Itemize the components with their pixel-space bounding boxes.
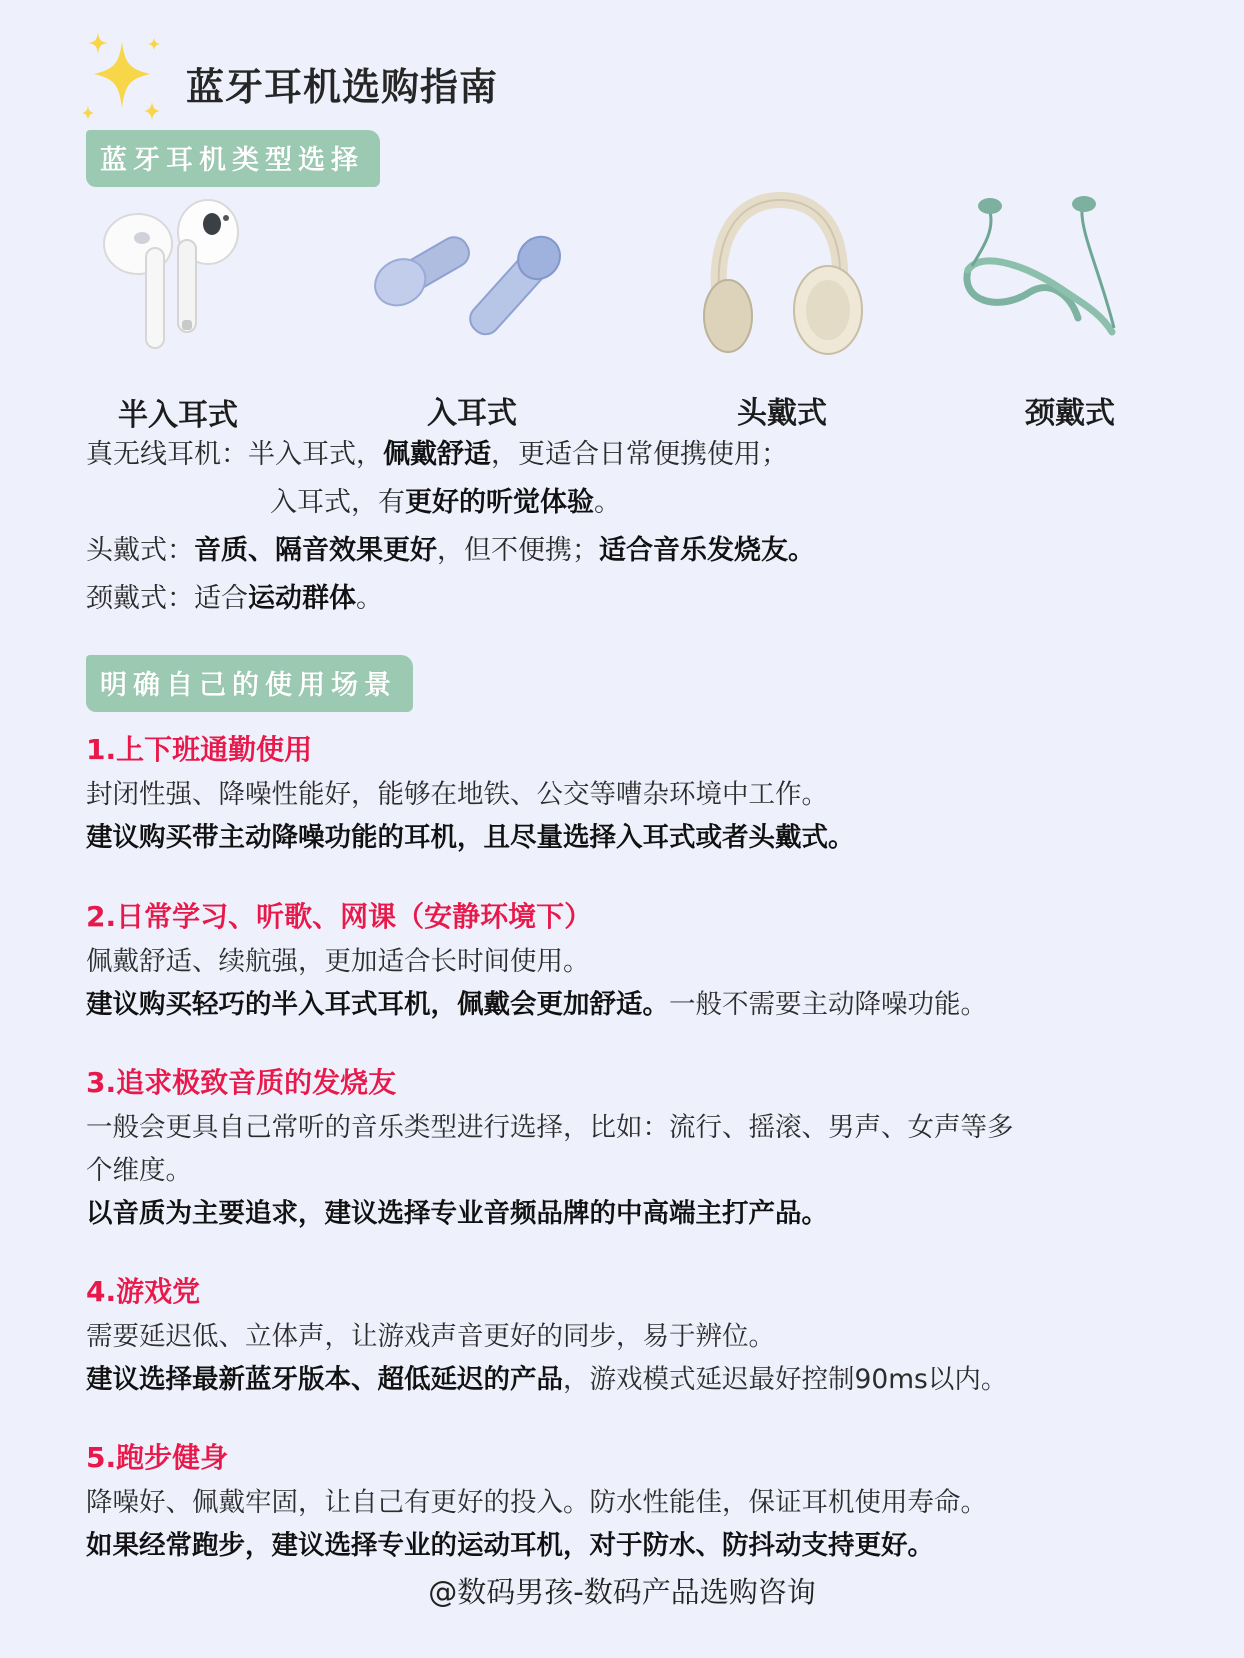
type-desc-neckband (86, 576, 383, 615)
section-tag-types: 蓝牙耳机类型选择 (86, 130, 380, 187)
type-desc-in-ear (270, 480, 621, 519)
scenario-desc: 佩戴舒适、续航强，更加适合长时间使用。 (86, 946, 590, 977)
scenario-title: 4.游戏党 (86, 1275, 201, 1308)
product-over-ear (662, 192, 902, 432)
text-bold: 佩戴舒适 (383, 439, 491, 470)
over-ear-headphones-icon (662, 192, 902, 372)
text-segment: 入耳式，有 (270, 487, 405, 518)
text-bold: 音质、隔音效果更好 (194, 535, 437, 566)
scenario-advice: 如果经常跑步，建议选择专业的运动耳机，对于防水、防抖动支持更好。 (86, 1530, 934, 1561)
scenario-advice (86, 1357, 1007, 1396)
product-label: 半入耳式 (118, 398, 238, 433)
type-desc-tws (86, 432, 788, 471)
scenario-desc: 需要延迟低、立体声，让游戏声音更好的同步，易于辨位。 (86, 1321, 775, 1352)
advice-bold: 建议购买轻巧的半入耳式耳机，佩戴会更加舒适。 (86, 989, 669, 1020)
scenario-advice (86, 982, 987, 1021)
scenario-advice: 以音质为主要追求，建议选择专业音频品牌的中高端主打产品。 (86, 1198, 828, 1229)
product-neckband (950, 192, 1190, 432)
scenario-desc: 降噪好、佩戴牢固，让自己有更好的投入。防水性能佳，保证耳机使用寿命。 (86, 1487, 987, 1518)
text-segment: 。 (356, 583, 383, 614)
product-label: 颈戴式 (1025, 396, 1115, 431)
text-bold: 适合音乐发烧友。 (599, 535, 815, 566)
header (78, 28, 778, 128)
text-segment: 真无线耳机：半入耳式， (86, 439, 383, 470)
product-in-ear (352, 192, 592, 432)
advice-plain: ，游戏模式延迟最好控制90ms以内。 (563, 1364, 1008, 1395)
text-segment: ，更适合日常便携使用； (491, 439, 788, 470)
advice-bold: 建议选择最新蓝牙版本、超低延迟的产品 (86, 1364, 563, 1395)
scenario-desc-continued: 个维度。 (86, 1155, 192, 1186)
text-segment: 头戴式： (86, 535, 194, 566)
text-bold: 更好的听觉体验 (405, 487, 594, 518)
scenario-title: 5.跑步健身 (86, 1441, 229, 1474)
text-segment: 颈戴式：适合 (86, 583, 248, 614)
scenario-title: 2.日常学习、听歌、网课（安静环境下） (86, 900, 593, 933)
product-semi-in-ear (58, 192, 298, 432)
page-title: 蓝牙耳机选购指南 (186, 65, 499, 109)
text-segment: 。 (594, 487, 621, 518)
scenario-advice: 建议购买带主动降噪功能的耳机，且尽量选择入耳式或者头戴式。 (86, 822, 855, 853)
scenario-desc: 一般会更具自己常听的音乐类型进行选择，比如：流行、摇滚、男声、女声等多 (86, 1112, 1014, 1143)
in-ear-earbuds-icon (352, 192, 592, 372)
scenario-title: 3.追求极致音质的发烧友 (86, 1066, 397, 1099)
footer-credit: @数码男孩-数码产品选购咨询 (428, 1575, 816, 1609)
advice-plain: 一般不需要主动降噪功能。 (669, 989, 987, 1020)
type-desc-over-ear (86, 528, 815, 567)
text-bold: 运动群体 (248, 583, 356, 614)
sparkle-icon (78, 28, 168, 128)
section-tag-scenarios: 明确自己的使用场景 (86, 655, 413, 712)
scenario-desc: 封闭性强、降噪性能好，能够在地铁、公交等嘈杂环境中工作。 (86, 779, 828, 810)
airpods-earbuds-icon (58, 192, 298, 372)
product-label: 入耳式 (427, 396, 517, 431)
product-label: 头戴式 (737, 396, 827, 431)
text-segment: ，但不便携； (437, 535, 599, 566)
neckband-earphones-icon (950, 192, 1190, 372)
scenario-title: 1.上下班通勤使用 (86, 733, 313, 766)
